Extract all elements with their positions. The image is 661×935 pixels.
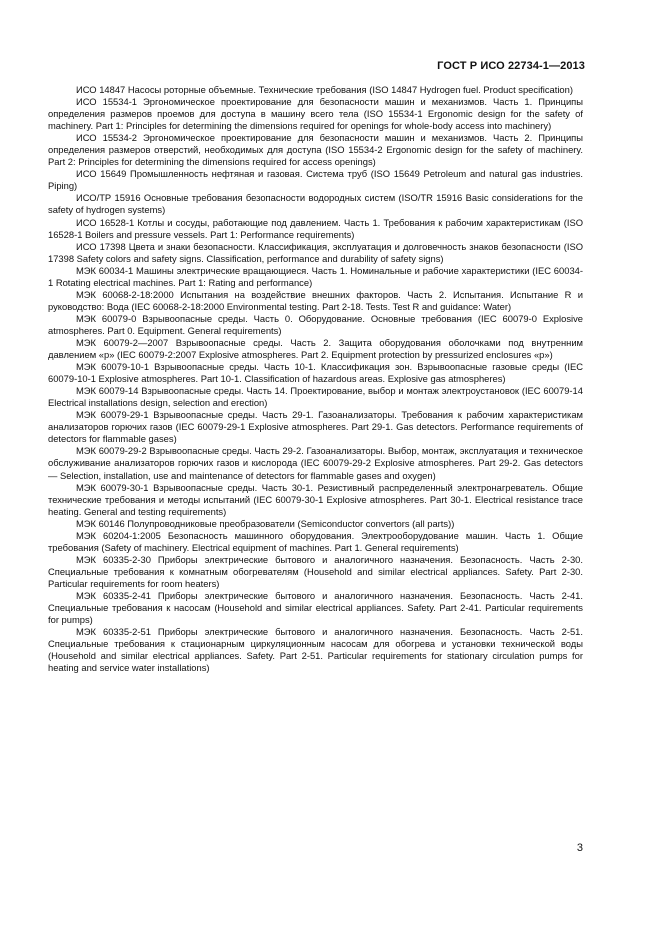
page-number: 3: [576, 842, 583, 854]
reference-item: МЭК 60146 Полупроводниковые преобразователи (Semiconductor convertors (all parts)): [76, 517, 455, 529]
reference-item: МЭК 60079-14 Взрывоопасные среды. Часть 14. Проектирование, выбор и монтаж электроустановок (IEC 60079-14 Electrical installations design, selection and erection): [48, 385, 583, 409]
reference-item: МЭК 60335-2-30 Приборы электрические бытового и аналогичного назначения. Безопасность. Часть 2-30. Специальные требования к комнатным обогревателям (Household and similar electrical appliances. Safety. Part 2-30. Particular requirements for room heaters): [48, 553, 583, 589]
reference-item: МЭК 60335-2-51 Приборы электрические бытового и аналогичного назначения. Безопасность. Часть 2-51. Специальные требования к стационарным циркуляционным насосам для обогрева и установки технической воды (Household and similar electrical appliances. Safety. Part 2-51. Particular requirements for stationary circulation pumps for heating and service water installations): [48, 626, 583, 674]
reference-item: ИСО/ТР 15916 Основные требования безопасности водородных систем (ISO/TR 15916 Basic considerations for the safety of hydrogen systems): [48, 192, 583, 216]
reference-item: МЭК 60204-1:2005 Безопасность машинного оборудования. Электрооборудование машин. Часть 1. Общие требования (Safety of machinery. Electrical equipment of machines. Part 1. General requirements): [48, 529, 583, 553]
reference-item: МЭК 60079-29-1 Взрывоопасные среды. Часть 29-1. Газоанализаторы. Требования к рабочим характеристикам анализаторов горючих газов (IEC 60079-29-1 Explosive atmospheres. Part 29-1. Gas detectors. Performance requirements of detectors for flammable gases): [48, 409, 583, 445]
standard-designation: ГОСТ Р ИСО 22734-1—2013: [437, 60, 585, 72]
reference-item: ИСО 14847 Насосы роторные объемные. Технические требования (ISO 14847 Hydrogen fuel. Product specification): [76, 84, 573, 95]
reference-item: ИСО 16528-1 Котлы и сосуды, работающие под давлением. Часть 1. Требования к рабочим характеристикам (ISO 16528-1 Boilers and pressure vessels. Part 1: Performance requirements): [48, 216, 583, 240]
reference-item: ИСО 15649 Промышленность нефтяная и газовая. Система труб (ISO 15649 Petroleum and natural gas industries. Piping): [48, 168, 583, 192]
reference-item: ИСО 15534-2 Эргономическое проектирование для безопасности машин и механизмов. Часть 2. Принципы определения размеров отверстий, необходимых для доступа (ISO 15534-2 Ergonomic design for the safety of machinery. Part 2: Principles for determining the dimensions required for access openings): [48, 132, 583, 168]
reference-item: МЭК 60079-30-1 Взрывоопасные среды. Часть 30-1. Резистивный распределенный электронагреватель. Общие технические требования и методы испытаний (IEC 60079-30-1 Explosive atmospheres. Part 30-1. Electrical resistance trace heating. General and testing requirements): [48, 481, 583, 517]
reference-item: МЭК 60079-10-1 Взрывоопасные среды. Часть 10-1. Классификация зон. Взрывоопасные газовые среды (IEC 60079-10-1 Explosive atmospheres. Part 10-1. Classification of hazardous areas. Explosive gas atmospheres): [48, 361, 583, 385]
normative-references-list: [48, 84, 583, 674]
reference-item: МЭК 60079-29-2 Взрывоопасные среды. Часть 29-2. Газоанализаторы. Выбор, монтаж, эксплуатация и техническое обслуживание анализаторов горючих газов и кислорода (IEC 60079-29-2 Explosive atmospheres. Part 29-2. Gas detectors — Selection, installation, use and maintenance of detectors for flammable gases and oxygen): [48, 445, 583, 481]
reference-item: ИСО 15534-1 Эргономическое проектирование для безопасности машин и механизмов. Часть 1. Принципы определения размеров проемов для доступа в машину всего тела (ISO 15534-1 Ergonomic design for the safety of machinery. Part 1: Principles for determining the dimensions required for openings for whole-body access into machinery): [48, 96, 583, 132]
reference-item: МЭК 60079-2—2007 Взрывоопасные среды. Часть 2. Защита оборудования оболочками под внутренним давлением «р» (IEC 60079-2:2007 Explosive atmospheres. Part 2. Equipment protection by pressurized enclosures «р»): [48, 336, 583, 361]
reference-item: МЭК 60079-0 Взрывоопасные среды. Часть 0. Оборудование. Основные требования (IEC 60079-0 Explosive atmospheres. Part 0. Equipment. General requirements): [48, 312, 583, 336]
reference-item: ИСО 17398 Цвета и знаки безопасности. Классификация, эксплуатация и долговечность знаков безопасности (ISO 17398 Safety colors and safety signs. Classification, performance and durability of safety signs): [48, 240, 583, 264]
reference-item: МЭК 60335-2-41 Приборы электрические бытового и аналогичного назначения. Безопасность. Часть 2-41. Специальные требования к насосам (Household and similar electrical appliances. Safety. Part 2-41. Particular requirements for pumps): [48, 589, 583, 626]
reference-item: МЭК 60034-1 Машины электрические вращающиеся. Часть 1. Номинальные и рабочие характеристики (IEC 60034-1 Rotating electrical machines. Part 1: Rating and performance): [48, 264, 583, 288]
reference-item: МЭК 60068-2-18:2000 Испытания на воздействие внешних факторов. Часть 2. Испытания. Испытание R и руководство: Вода (IEC 60068-2-18:2000 Environmental testing. Part 2-18. Tests. Test R and guidance: Water): [48, 288, 583, 312]
